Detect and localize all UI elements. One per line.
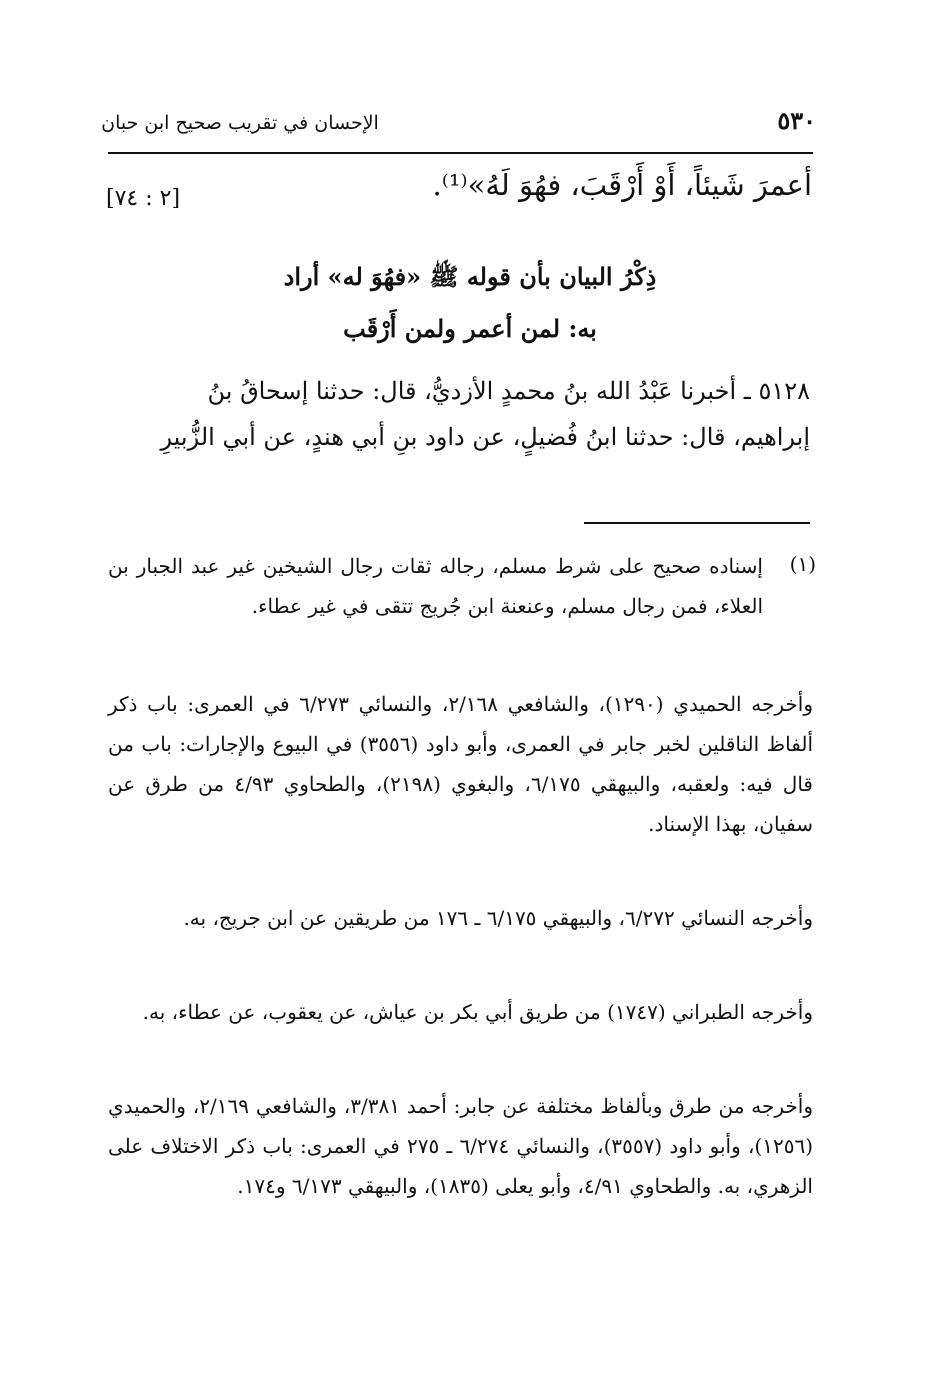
footnote-paragraph-2: وأخرجه الحميدي (١٢٩٠)، والشافعي ٢/١٦٨، والنسائي ٦/٢٧٣ في العمرى: باب ذكر ألفاظ الناقلين لخبر جابر في العمرى، وأبو داود (٣٥٥٦) في البيوع والإجارات: باب من قال فيه: ولعقبه، والبيهقي ٦/١٧٥، والبغوي (٢١٩٨)، والطحاوي ٤/٩٣ من طرق عن سفيان، بهذا الإسناد. — [108, 692, 814, 836]
chapter-heading-line1: ذِكْرُ البيان بأن قوله ﷺ «فهُوَ له» أراد — [283, 262, 657, 291]
page-number: ٥٣٠ — [777, 106, 816, 135]
running-title: الإحسان في تقريب صحيح ابن حبان — [101, 112, 379, 134]
footnote-paragraph-5: وأخرجه من طرق وبألفاظ مختلفة عن جابر: أحمد ٣/٣٨١، والشافعي ٢/١٦٩، والحميدي (١٢٥٦)، وأبو داود (٣٥٥٧)، والنسائي ٦/٢٧٤ ـ ٢٧٥ في العمرى: باب ذكر الاختلاف على الزهري، به. والطحاوي ٤/٩١، وأبو يعلى (١٨٣٥)، والبيهقي ٦/١٧٣ و١٧٤. — [108, 1094, 814, 1198]
verse-text: أعمرَ شَيئاً، أَوْ أَرْقَبَ، فهُوَ لَهُ»⁽¹⁾. — [432, 168, 812, 202]
footnote-paragraph-4: وأخرجه الطبراني (١٧٤٧) من طريق أبي بكر بن عياش، عن يعقوب، عن عطاء، به. — [142, 1000, 813, 1024]
footnote-paragraph-3: وأخرجه النسائي ٦/٢٧٢، والبيهقي ٦/١٧٥ ـ ١٧٦ من طريقين عن ابن جريج، به. — [183, 906, 813, 930]
header-divider — [108, 152, 813, 154]
footnote-marker: (١) — [789, 552, 816, 576]
verse-reference: [٢ : ٧٤] — [106, 186, 181, 211]
chapter-heading-line2: به: لمن أعمر ولمن أَرْقَب — [343, 314, 597, 343]
hadith-line1: ٥١٢٨ ـ أخبرنا عَبْدُ الله بنُ محمدٍ الأزديُّ، قال: حدثنا إسحاقُ بنُ — [207, 377, 810, 405]
footnote-divider — [584, 522, 810, 524]
hadith-line2: إبراهيم، قال: حدثنا ابنُ فُضيلٍ، عن داود بنِ أبي هندٍ، عن أبي الزُّبيرِ — [160, 423, 810, 451]
footnote-paragraph-1: إسناده صحيح على شرط مسلم، رجاله ثقات رجال الشيخين غير عبد الجبار بن العلاء، فمن رجال مسلم، وعنعنة ابن جُريج تتقى في غير عطاء. — [108, 554, 763, 618]
